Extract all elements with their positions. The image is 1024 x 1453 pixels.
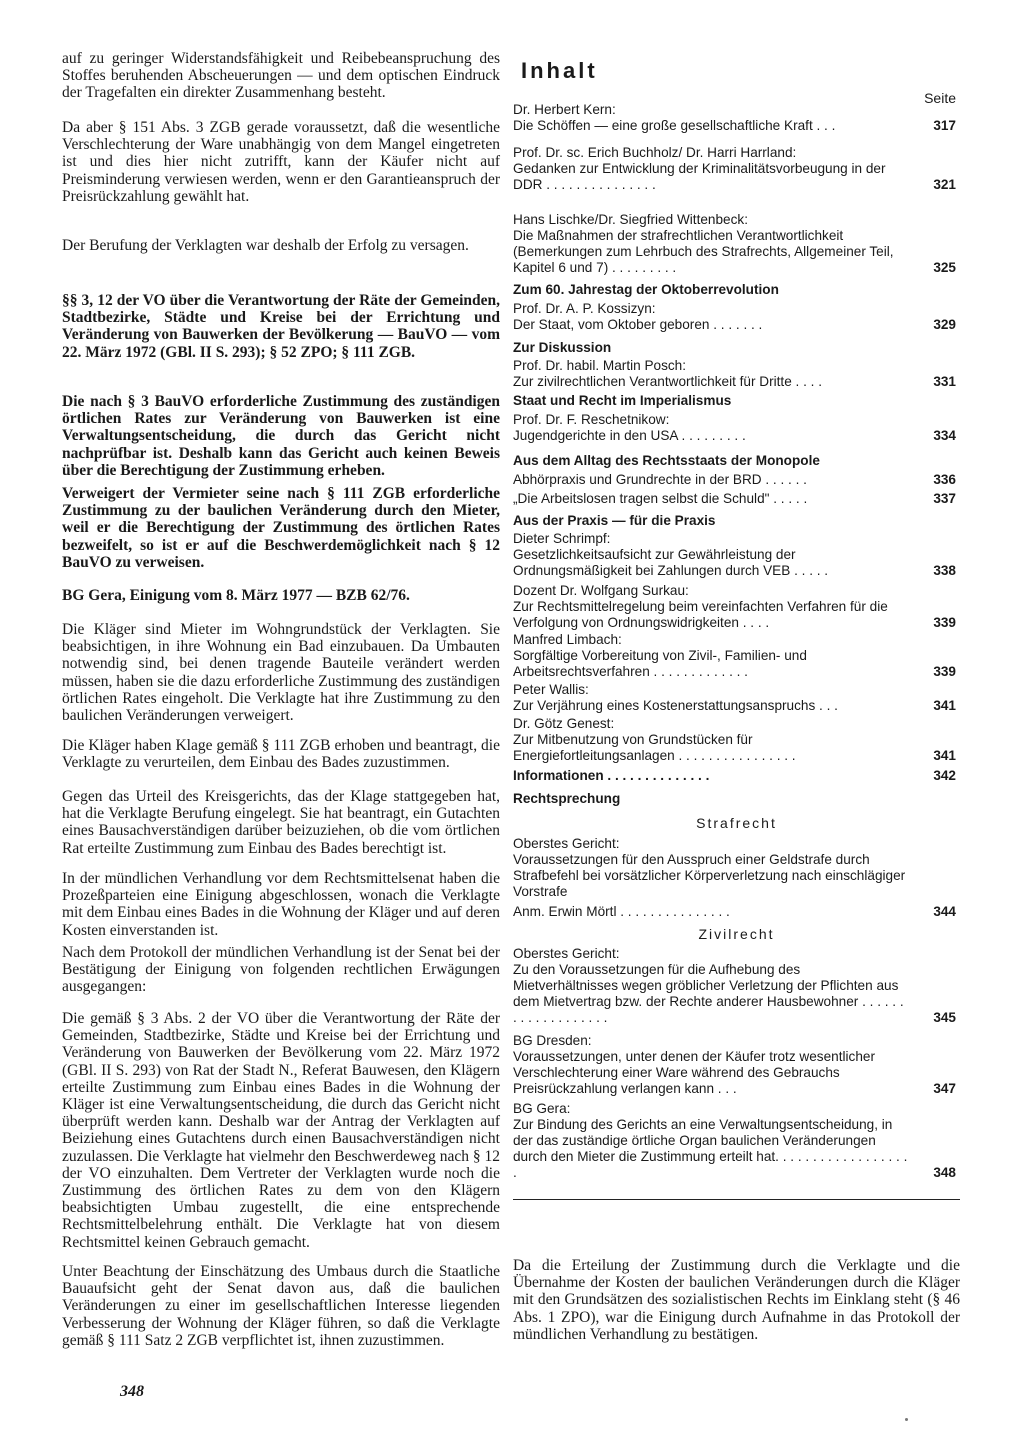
toc-entry <box>513 212 960 276</box>
toc-title-text: Sorgfältige Vorbereitung von Zivil-, Familien- und Arbeitsrechtsverfahren . . . . . . . . . . . . . <box>513 648 807 679</box>
toc-title-text: Zur Mitbenutzung von Grundstücken für Energiefortleitungsanlagen . . . . . . . . . . . . . . . . <box>513 732 796 763</box>
toc-section: Rechtsprechung <box>513 791 621 806</box>
toc-author: Prof. Dr. A. P. Kossizyn: <box>513 301 656 316</box>
toc-entry <box>513 716 960 764</box>
toc-entry <box>513 358 960 390</box>
toc-entry <box>513 768 960 784</box>
toc-title-text: Die Maßnahmen der strafrechtlichen Verantwortlichkeit (Bemerkungen zum Lehrbuch des Strafrechts, Allgemeiner Teil, Kapitel 6 und 7) . . . . . . . . . <box>513 228 894 275</box>
toc-title-text: Der Staat, vom Oktober geboren . . . . . . . <box>513 317 763 332</box>
toc-author: Oberstes Gericht: <box>513 836 620 851</box>
toc-title-text: Zur zivilrechtlichen Verantwortlichkeit für Dritte . . . . <box>513 374 822 389</box>
paragraph: Die Kläger haben Klage gemäß § 111 ZGB erhoben und beantragt, die Verklagte zu verurteilen, dem Einbau des Bades zuzustimmen. <box>62 737 500 772</box>
toc-section: Staat und Recht im Imperialismus <box>513 393 732 408</box>
toc-title-text: Voraussetzungen für den Ausspruch einer Geldstrafe durch Strafbefehl bei vorsätzlicher Körperverletzung nach einschlägiger Vorstrafe <box>513 852 906 899</box>
court-citation: BG Gera, Einigung vom 8. März 1977 — BZB 62/76. <box>62 587 410 604</box>
toc-page: 325 <box>933 260 956 275</box>
toc-entry <box>513 583 960 631</box>
toc-author: Prof. Dr. habil. Martin Posch: <box>513 358 687 373</box>
toc-page: 331 <box>933 374 956 389</box>
toc-section: Aus dem Alltag des Rechtsstaats der Monopole <box>513 453 820 468</box>
toc-page: 348 <box>933 1165 956 1180</box>
paragraph: auf zu geringer Widerstandsfähigkeit und Reibebeanspruchung des Stoffes beruhenden Abscheuerungen — und dem optischen Eindruck der Tragefalten ein direkter Zusammenhang besteht. <box>62 50 500 102</box>
toc-entry <box>513 102 960 134</box>
toc-page: 338 <box>933 563 956 578</box>
toc-title-text: Anm. Erwin Mörtl . . . . . . . . . . . . . . . <box>513 904 730 919</box>
toc-page: 342 <box>933 768 956 783</box>
toc-title-text: Zu den Voraussetzungen für die Aufhebung des Mietverhältnisses wegen gröblicher Verletzung der Pflichten aus dem Mietvertrag bzw. der Rechte anderer Hausbewohner . . . . . . . . . . . . . . . . . . . <box>513 962 904 1025</box>
toc-page: 339 <box>933 615 956 630</box>
print-speck <box>905 1418 908 1421</box>
toc-section: Aus der Praxis — für die Praxis <box>513 513 716 528</box>
paragraph: In der mündlichen Verhandlung vor dem Rechtsmittelsenat haben die Prozeßparteien eine Einigung abgeschlossen, wonach die Verklagte mit dem Einbau eines Bades in die Wohnung der Kläger und auf deren Kosten einverstanden ist. <box>62 870 500 939</box>
toc-entry <box>513 301 960 333</box>
toc-title-text: Jugendgerichte in den USA . . . . . . . . . <box>513 428 746 443</box>
toc-title-text: Zur Bindung des Gerichts an eine Verwaltungsentscheidung, in der das zuständige örtliche Organ baulichen Veränderungen durch den Mieter die Zustimmung erteilt hat. . . . . . . . . . . . . . . . . . . <box>513 1117 908 1180</box>
toc-author: Oberstes Gericht: <box>513 946 620 961</box>
headnote: Verweigert der Vermieter seine nach § 111 ZGB erforderliche Zustimmung zu der baulichen Veränderung durch den Mieter, weil er die Berechtigung der Zustimmung des örtlichen Rates bezweifelt, so ist er auf die Beschwerdemöglichkeit nach § 12 BauVO zu verweisen. <box>62 485 500 571</box>
toc-title-text: Voraussetzungen, unter denen der Käufer trotz wesentlicher Verschlechterung einer Ware während des Gebrauchs Preisrückzahlung verlangen kann . . . <box>513 1049 875 1096</box>
toc-title-text: Zur Rechtsmittelregelung beim vereinfachten Verfahren für die Verfolgung von Ordnungswidrigkeiten . . . . <box>513 599 888 630</box>
norm-heading: §§ 3, 12 der VO über die Verantwortung der Räte der Gemeinden, Stadtbezirke, Städte und Kreise bei der Errichtung und Veränderung von Bauwerken der Bevölkerung — BauVO — vom 22. März 1972 (GBl. II S. 293); § 52 ZPO; § 111 ZGB. <box>62 292 500 361</box>
toc-entry <box>513 1101 960 1181</box>
toc-entry <box>513 531 960 579</box>
toc-page: 347 <box>933 1081 956 1096</box>
toc-subsection: Strafrecht <box>696 815 777 831</box>
toc-entry <box>513 491 960 507</box>
toc-author: Hans Lischke/Dr. Siegfried Wittenbeck: <box>513 212 748 227</box>
toc-page: 345 <box>933 1010 956 1025</box>
toc-page: 344 <box>933 904 956 919</box>
toc-author: Dr. Herbert Kern: <box>513 102 616 117</box>
toc-entry <box>513 836 960 900</box>
toc-author: BG Dresden: <box>513 1033 592 1048</box>
toc-page: 321 <box>933 177 956 192</box>
toc-title-text: Informationen . . . . . . . . . . . . . . <box>513 768 710 783</box>
toc-author: BG Gera: <box>513 1101 571 1116</box>
toc-page: 341 <box>933 748 956 763</box>
toc-entry <box>513 145 960 193</box>
toc-section: Zum 60. Jahrestag der Oktoberrevolution <box>513 282 779 297</box>
toc-title-text: Die Schöffen — eine große gesellschaftliche Kraft . . . <box>513 118 836 133</box>
paragraph: Die gemäß § 3 Abs. 2 der VO über die Verantwortung der Räte der Gemeinden, Stadtbezirke, Städte und Kreise bei der Errichtung und Veränderung von Bauwerken der Bevölkerung vom 22. März 1972 (GBl. II S. 293) von Rat der Stadt N., Referat Bauwesen, den Klägern erteilte Zustimmung zum Einbau eines Bades in die Wohnung der Kläger ist eine Verwaltungsentscheidung, die durch das Gericht nicht überprüft werden kann. Deshalb war der Antrag der Verklagten auf Beiziehung eines Gutachtens durch einen Bausachverständigen nicht zuzulassen. Die Verklagte hat vielmehr den Beschwerdeweg nach § 12 der VO einzuhalten. Dem Vertreter der Verklagten wurde noch die Zustimmung des örtlichen Rates zu dem von den Klägern beabsichtigten Umbau zugestellt, die eine entsprechende Rechtsmittelbelehrung enthält. Die Verklagte hat von diesem Rechtsmittel keinen Gebrauch gemacht. <box>62 1010 500 1251</box>
paragraph: Da aber § 151 Abs. 3 ZGB gerade voraussetzt, daß die wesentliche Verschlechterung der Ware unabhängig von dem Mangel eingetreten ist und dies hier nicht zutrifft, kann der Käufer nicht auf Preisminderung verwiesen werden, wenn er den Garantieanspruch der Preisrückzahlung gewählt hat. <box>62 119 500 205</box>
paragraph: Der Berufung der Verklagten war deshalb der Erfolg zu versagen. <box>62 237 469 254</box>
toc-entry <box>513 682 960 714</box>
toc-entry <box>513 472 960 488</box>
toc-page: 336 <box>933 472 956 487</box>
toc-page: 337 <box>933 491 956 506</box>
toc-author: Manfred Limbach: <box>513 632 622 647</box>
toc-title-text: Gedanken zur Entwicklung der Kriminalitätsvorbeugung in der DDR . . . . . . . . . . . . . . . <box>513 161 886 192</box>
toc-page: 317 <box>933 118 956 133</box>
toc-page: 341 <box>933 698 956 713</box>
toc-title-text: Abhörpraxis und Grundrechte in der BRD . . . . . . <box>513 472 807 487</box>
toc-title-text: Gesetzlichkeitsaufsicht zur Gewährleistung der Ordnungsmäßigkeit bei Zahlungen durch VEB . . . . . <box>513 547 829 578</box>
headnote: Die nach § 3 BauVO erforderliche Zustimmung des zuständigen örtlichen Rates zur Veränderung von Bauwerken ist eine Verwaltungsentscheidung, die durch das Gericht nicht nachprüfbar ist. Deshalb kann das Gericht auch keinen Beweis über die Berechtigung der Zustimmung erheben. <box>62 393 500 479</box>
toc-author: Peter Wallis: <box>513 682 589 697</box>
toc-entry <box>513 1033 960 1097</box>
paragraph: Da die Erteilung der Zustimmung durch die Verklagte und die Übernahme der Kosten der baulichen Veränderungen durch die Kläger mit den Grundsätzen des sozialistischen Rechts im Einklang steht (§ 46 Abs. 1 ZPO), war die Einigung durch Aufnahme in das Protokoll der mündlichen Verhandlung zu bestätigen. <box>513 1257 960 1343</box>
toc-author: Dr. Götz Genest: <box>513 716 615 731</box>
toc-title: Inhalt <box>521 58 598 83</box>
page-column-label: Seite <box>924 90 956 106</box>
toc-author: Dozent Dr. Wolfgang Surkau: <box>513 583 689 598</box>
toc-subsection: Zivilrecht <box>698 926 775 942</box>
paragraph: Unter Beachtung der Einschätzung des Umbaus durch die Staatliche Bauaufsicht geht der Senat davon aus, daß die baulichen Veränderungen zu einer im gesellschaftlichen Interesse liegenden Verbesserung der Wohnung der Kläger führen, so daß die Verklagte gemäß § 111 Satz 2 ZGB verpflichtet ist, ihnen zuzustimmen. <box>62 1263 500 1349</box>
toc-page: 329 <box>933 317 956 332</box>
toc-page: 339 <box>933 664 956 679</box>
paragraph: Gegen das Urteil des Kreisgerichts, das der Klage stattgegeben hat, hat die Verklagte Berufung eingelegt. Sie hat beantragt, ein Gutachten eines Bausachverständigen darüber beizuziehen, ob die vom örtlichen Rat erteilte Zustimmung zum Einbau des Bades berechtigt ist. <box>62 788 500 857</box>
toc-author: Prof. Dr. F. Reschetnikow: <box>513 412 670 427</box>
toc-entry <box>513 412 960 444</box>
toc-entry <box>513 904 960 920</box>
toc-entry <box>513 632 960 680</box>
paragraph: Die Kläger sind Mieter im Wohngrundstück der Verklagten. Sie beabsichtigen, in ihre Wohnung ein Bad einzubauen. Da Umbauten notwendig sind, bei denen tragende Bauteile verändert werden müssen, haben sie die dazu erforderliche Zustimmung des zuständigen örtlichen Rates eingeholt. Die Verklagte hat ihre Zustimmung zu den baulichen Veränderungen verweigert. <box>62 621 500 725</box>
toc-author: Prof. Dr. sc. Erich Buchholz/ Dr. Harri Harrland: <box>513 145 797 160</box>
toc-title-text: „Die Arbeitslosen tragen selbst die Schuld" . . . . . <box>513 491 808 506</box>
page-number: 348 <box>120 1383 144 1400</box>
toc-author: Dieter Schrimpf: <box>513 531 611 546</box>
separator-rule <box>513 1199 960 1200</box>
toc-entry <box>513 946 960 1026</box>
toc-title-text: Zur Verjährung eines Kostenerstattungsanspruchs . . . <box>513 698 838 713</box>
paragraph: Nach dem Protokoll der mündlichen Verhandlung ist der Senat bei der Bestätigung der Einigung von folgenden rechtlichen Erwägungen ausgegangen: <box>62 944 500 996</box>
toc-page: 334 <box>933 428 956 443</box>
toc-section: Zur Diskussion <box>513 340 612 355</box>
